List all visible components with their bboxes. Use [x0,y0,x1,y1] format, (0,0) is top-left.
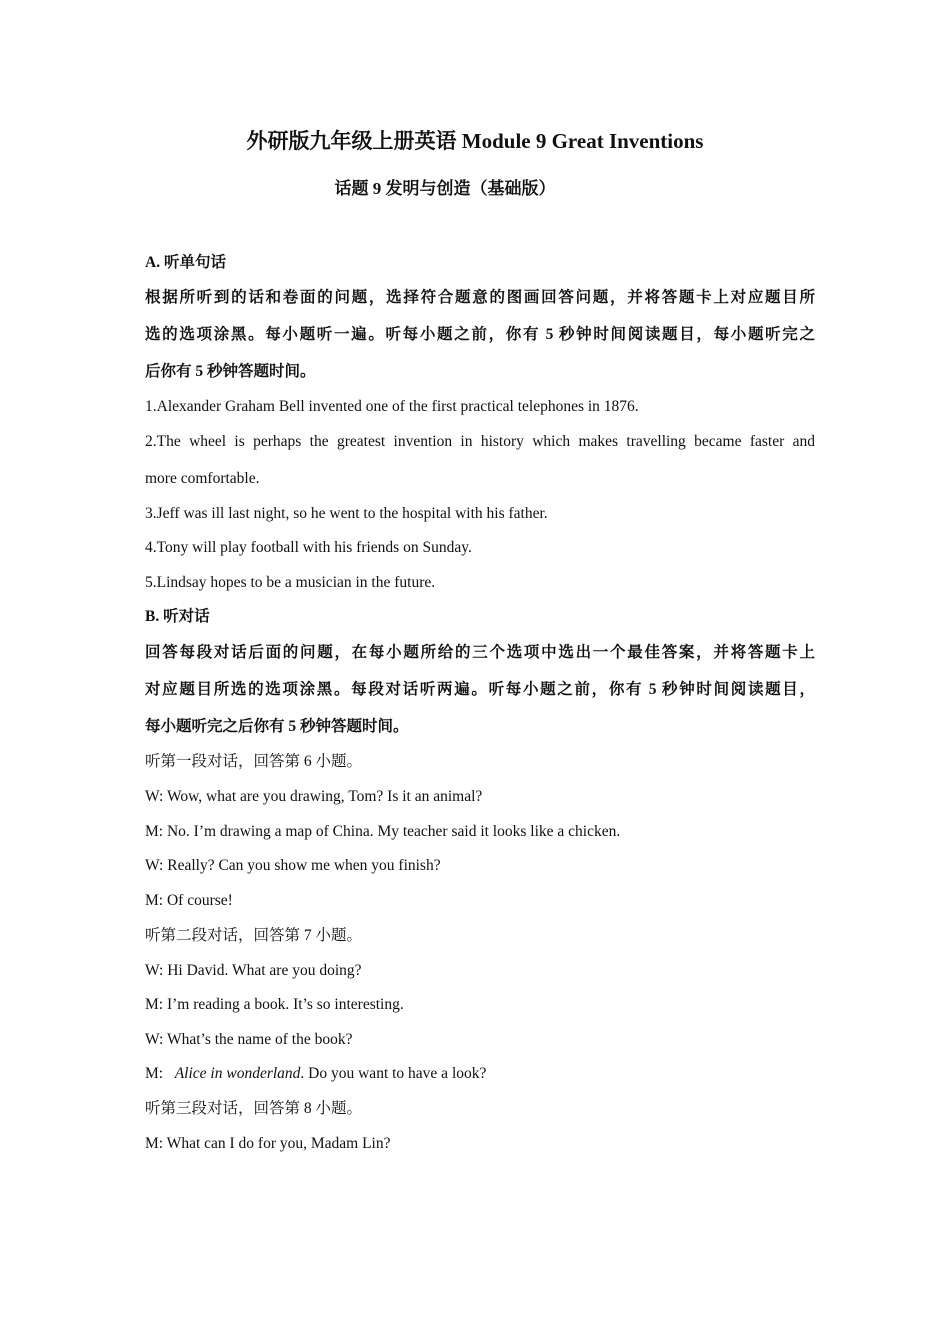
dialogue-text: . Do you want to have a look? [300,1065,487,1082]
dialogue-2-line: W: Hi David. What are you doing? [145,962,362,979]
section-b-instruction-line: 回答每段对话后面的问题，在每小题所给的三个选项中选出一个最佳答案，并将答题卡上 [145,644,815,661]
dialogue-3-intro: 听第三段对话，回答第 8 小题。 [145,1100,363,1117]
sentence-4: 4.Tony will play football with his friends on Sunday. [145,539,472,556]
sentence-1: 1.Alexander Graham Bell invented one of the first practical telephones in 1876. [145,398,639,415]
dialogue-2-line-with-title [145,1063,815,1085]
section-a-instruction-line: 根据所听到的话和卷面的问题，选择符合题意的图画回答问题，并将答题卡上对应题目所 [145,289,815,306]
document-title: 外研版九年级上册英语 Module 9 Great Inventions [246,129,704,153]
book-title: Alice in wonderland [174,1065,301,1082]
section-b-instruction-line: 每小题听完之后你有 5 秒钟答题时间。 [145,718,409,735]
section-a-instruction-line: 选的选项涂黑。每小题听一遍。听每小题之前，你有 5 秒钟时间阅读题目，每小题听完之 [145,326,815,343]
dialogue-1-line: W: Wow, what are you drawing, Tom? Is it an animal? [145,788,483,805]
dialogue-3-line: M: What can I do for you, Madam Lin? [145,1135,391,1152]
dialogue-1-line: W: Really? Can you show me when you finish? [145,857,441,874]
sentence-2-continued: more comfortable. [145,470,260,487]
sentence-5: 5.Lindsay hopes to be a musician in the future. [145,574,436,591]
sentence-2: 2.The wheel is perhaps the greatest invention in history which makes travelling became faster and [145,433,815,450]
dialogue-2-line: W: What’s the name of the book? [145,1031,353,1048]
section-b-instruction-line: 对应题目所选的选项涂黑。每段对话听两遍。听每小题之前，你有 5 秒钟时间阅读题目， [145,681,815,698]
dialogue-1-intro: 听第一段对话，回答第 6 小题。 [145,753,363,770]
document-subtitle: 话题 9 发明与创造（基础版） [334,179,556,198]
speaker-prefix: M: [145,1065,167,1082]
section-a-instruction-line: 后你有 5 秒钟答题时间。 [145,363,316,380]
dialogue-1-line: M: Of course! [145,892,233,909]
dialogue-2-intro: 听第二段对话，回答第 7 小题。 [145,927,363,944]
dialogue-2-line: M: I’m reading a book. It’s so interesting. [145,996,404,1013]
section-a-heading: A. 听单句话 [145,254,226,271]
section-b-heading: B. 听对话 [145,608,210,625]
sentence-3: 3.Jeff was ill last night, so he went to the hospital with his father. [145,505,548,522]
dialogue-1-line: M: No. I’m drawing a map of China. My teacher said it looks like a chicken. [145,823,621,840]
